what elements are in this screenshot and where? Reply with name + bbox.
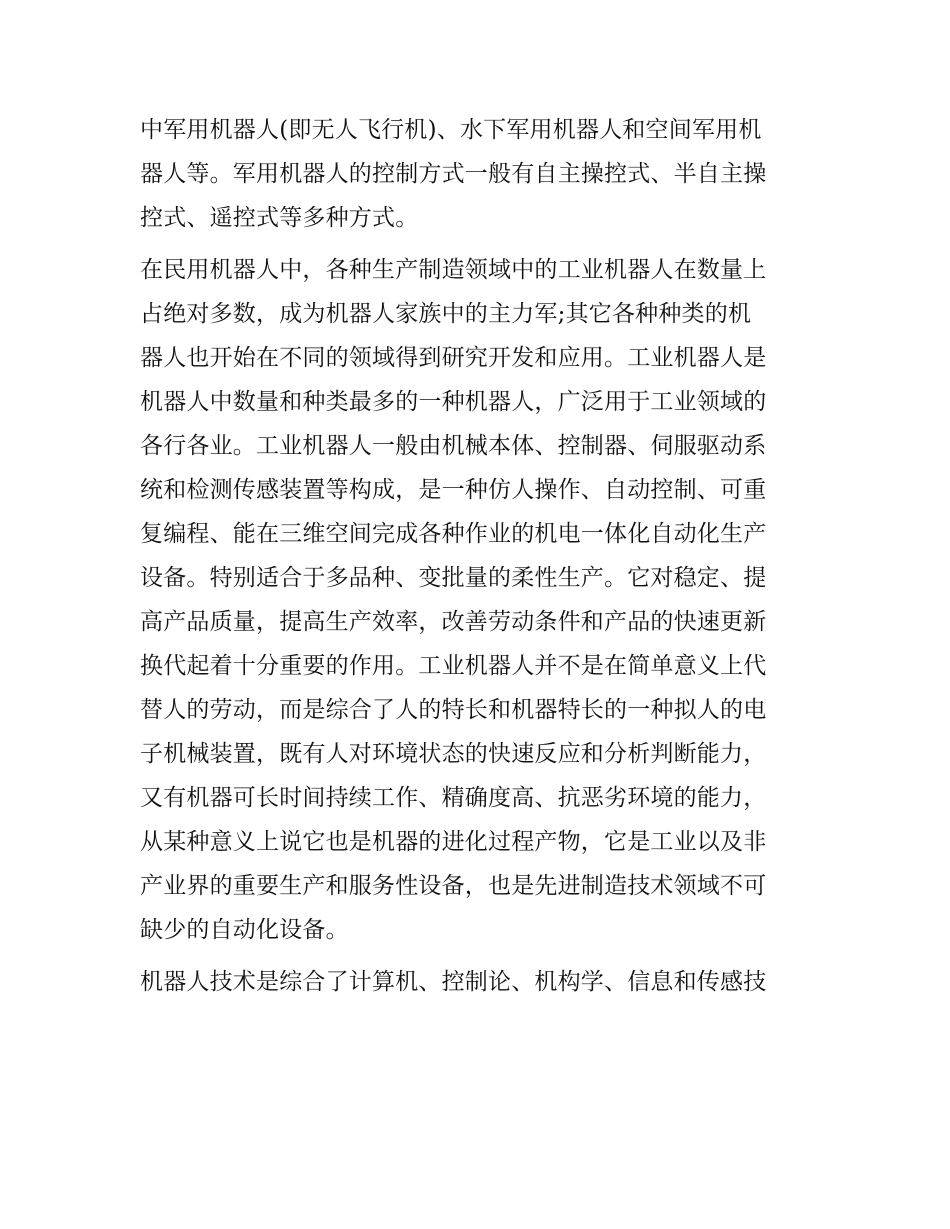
text-line: 产业界的重要生产和服务性设备，也是先进制造技术领域不可 <box>140 873 767 899</box>
text-line: 设备。特别适合于多品种、变批量的柔性生产。它对稳定、提 <box>140 565 767 591</box>
text-line: 换代起着十分重要的作用。工业机器人并不是在简单意义上代 <box>140 653 767 679</box>
text-line: 缺少的自动化设备。 <box>140 917 349 943</box>
text-line: 器人等。军用机器人的控制方式一般有自主操控式、半自主操 <box>140 161 767 187</box>
text-line: 机器人技术是综合了计算机、控制论、机构学、信息和传感技 <box>140 969 767 995</box>
text-line: 占绝对多数，成为机器人家族中的主力军;其它各种种类的机 <box>140 301 752 327</box>
paragraph-spacer <box>140 240 820 248</box>
document-body <box>140 108 820 1004</box>
text-line: 在民用机器人中，各种生产制造领域中的工业机器人在数量上 <box>140 257 767 283</box>
text-line: 机器人中数量和种类最多的一种机器人，广泛用于工业领域的 <box>140 389 767 415</box>
text-line: 从某种意义上说它也是机器的进化过程产物，它是工业以及非 <box>140 829 767 855</box>
text-line: 替人的劳动，而是综合了人的特长和机器特长的一种拟人的电 <box>140 697 767 723</box>
text-line: 控式、遥控式等多种方式。 <box>140 205 419 231</box>
text-line: 各行各业。工业机器人一般由机械本体、控制器、伺服驱动系 <box>140 433 767 459</box>
text-line: 统和检测传感装置等构成，是一种仿人操作、自动控制、可重 <box>140 477 767 503</box>
text-line: 高产品质量，提高生产效率，改善劳动条件和产品的快速更新 <box>140 609 767 635</box>
paragraph-civil-industrial-robots <box>140 248 820 952</box>
paragraph-military-robots <box>140 108 820 240</box>
text-line: 复编程、能在三维空间完成各种作业的机电一体化自动化生产 <box>140 521 767 547</box>
text-line: 器人也开始在不同的领域得到研究开发和应用。工业机器人是 <box>140 345 767 371</box>
paragraph-spacer <box>140 952 820 960</box>
text-line: 子机械装置，既有人对环境状态的快速反应和分析判断能力， <box>140 741 767 767</box>
text-line: 中军用机器人(即无人飞行机)、水下军用机器人和空间军用机 <box>140 117 762 143</box>
text-line: 又有机器可长时间持续工作、精确度高、抗恶劣环境的能力， <box>140 785 767 811</box>
paragraph-robot-technology <box>140 960 820 1004</box>
